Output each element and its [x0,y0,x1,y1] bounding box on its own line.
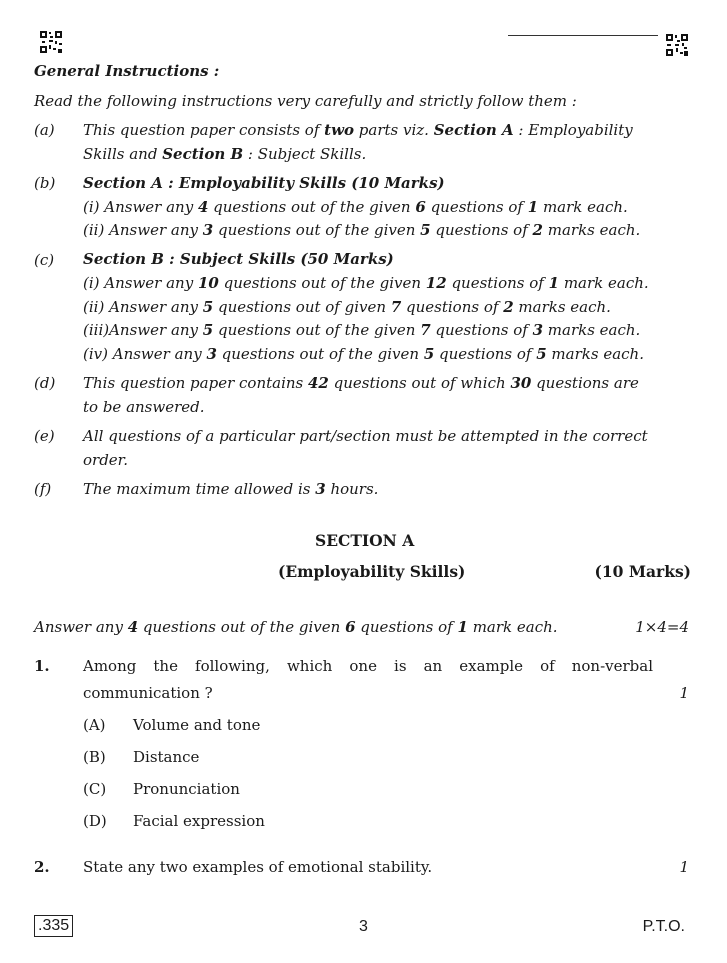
section-instruction-marks: 1×4=4 [635,618,689,636]
section-title: SECTION A [315,531,415,550]
paper-code: .335 [34,915,73,937]
item-label: (e) [34,427,55,445]
item-c-title: Section B : Subject Skills (50 Marks) [83,250,394,268]
section-instruction: Answer any 4 questions out of the given 6 questions of 1 mark each. [34,618,558,636]
qr-code-icon [40,31,62,53]
item-a-text: This question paper consists of two parts viz. Section A : Employability Skills and Section B : Subject Skills. [83,121,633,163]
item-c-sub-i: (i) Answer any 10 questions out of the given 12 questions of 1 mark each. [83,274,649,292]
item-e-text: All questions of a particular part/section must be attempted in the correct order. [83,427,648,469]
question-marks: 1 [679,684,689,702]
item-label: (d) [34,374,56,392]
pto-label: P.T.O. [642,918,685,935]
option-text: Pronunciation [133,780,240,798]
option-label: (D) [83,812,107,830]
item-label: (f) [34,480,52,498]
item-c-sub-ii: (ii) Answer any 5 questions out of given 7 questions of 2 marks each. [83,298,611,316]
item-f-text: The maximum time allowed is 3 hours. [83,480,379,498]
item-label: (b) [34,174,56,192]
item-b-title: Section A : Employability Skills (10 Marks) [83,174,445,192]
item-d-text: This question paper contains 42 questions out of which 30 questions are to be answered. [83,374,639,416]
option-text: Distance [133,748,200,766]
item-label: (a) [34,121,55,139]
item-label: (c) [34,251,55,269]
item-c-sub-iii: (iii)Answer any 5 questions out of the given 7 questions of 3 marks each. [83,321,641,339]
item-b-sub-i: (i) Answer any 4 questions out of the given 6 questions of 1 mark each. [83,198,628,216]
page-number: 3 [359,918,368,935]
option-label: (A) [83,716,106,734]
question-text: State any two examples of emotional stability. [83,858,433,876]
qr-code-icon [666,34,688,56]
item-c-sub-iv: (iv) Answer any 3 questions out of the given 5 questions of 5 marks each. [83,345,644,363]
option-label: (B) [83,748,106,766]
section-subtitle: (Employability Skills) [278,562,466,581]
instructions-heading: General Instructions : [34,62,220,80]
option-text: Volume and tone [133,716,261,734]
question-number: 2. [34,858,50,876]
section-marks: (10 Marks) [594,562,691,581]
header-rule [508,35,658,36]
option-label: (C) [83,780,107,798]
question-text-cont: communication ? [83,684,213,702]
question-marks: 1 [679,858,689,876]
question-number: 1. [34,657,50,675]
question-text: Among the following, which one is an example of non-verbal [83,657,653,675]
option-text: Facial expression [133,812,265,830]
instructions-intro: Read the following instructions very carefully and strictly follow them : [34,92,577,110]
item-b-sub-ii: (ii) Answer any 3 questions out of the given 5 questions of 2 marks each. [83,221,641,239]
